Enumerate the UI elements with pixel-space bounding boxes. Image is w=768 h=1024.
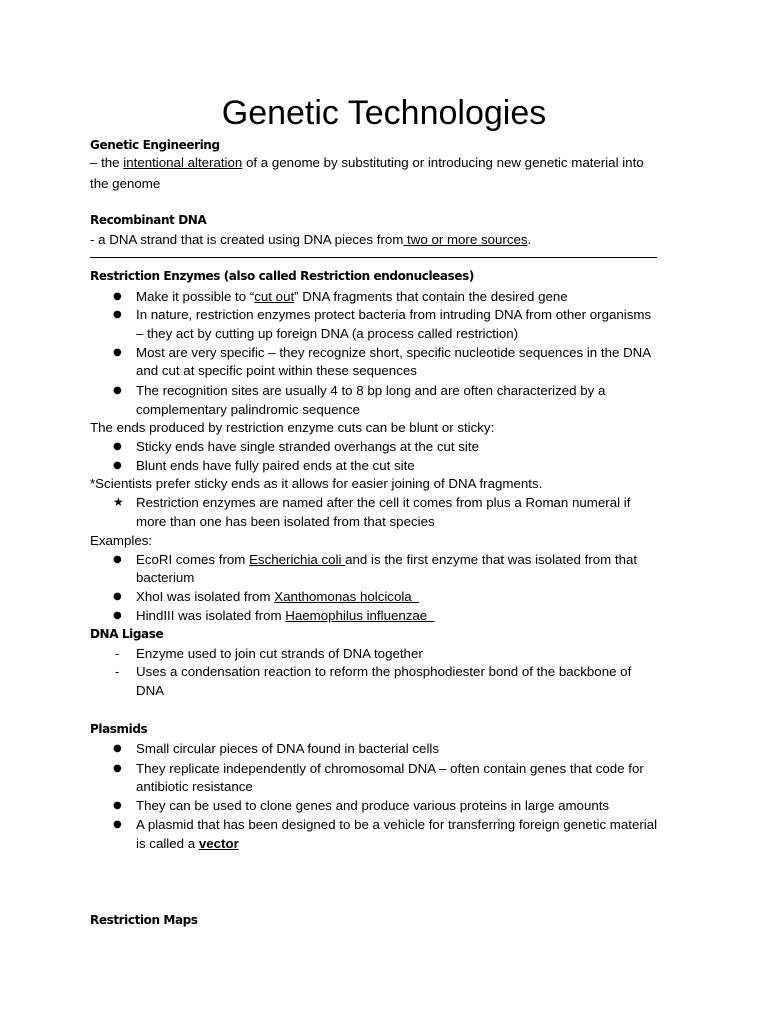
list-item-text [136,550,637,569]
bullet-icon: ● [113,800,122,811]
section-heading-dna-ligase: DNA Ligase [90,627,164,641]
list-item-text: The recognition sites are usually 4 to 8 bp long and are often characterized by a [136,383,606,398]
text: is called a [136,836,199,851]
recombinant-dna-definition [90,230,531,249]
list-item-text: Blunt ends have fully paired ends at the cut site [136,458,415,473]
list-item-text: They replicate independently of chromosomal DNA – often contain genes that code for [136,761,644,776]
bullet-icon: ● [113,385,122,396]
definition-end: . [527,232,532,247]
ends-intro: The ends produced by restriction enzyme cuts can be blunt or sticky: [90,420,495,435]
underlined-term: Xanthomonas holcicola [274,589,420,604]
list-item-text: Small circular pieces of DNA found in bacterial cells [136,741,440,756]
list-item-text: – they act by cutting up foreign DNA (a process called restriction) [136,326,519,341]
section-heading-plasmids: Plasmids [90,722,148,736]
underlined-term: Haemophilus influenzae [285,608,435,623]
text: HindIII was isolated from [136,608,286,623]
examples-label: Examples: [90,533,153,548]
list-item-text: more than one has been isolated from that species [136,514,435,529]
bullet-icon: ● [113,763,122,774]
bullet-icon: ● [113,347,122,358]
list-item-text: bacterium [136,570,195,585]
genetic-engineering-definition-line-1 [90,153,644,172]
bullet-icon: ● [113,309,122,320]
definition-text: of a genome by substituting or introducing new genetic material into [242,155,644,170]
text: ” DNA fragments that contain the desired gene [294,289,568,304]
genetic-engineering-definition-line-2: the genome [90,176,161,191]
text: EcoRI comes from [136,552,250,567]
star-icon: ★ [113,495,124,509]
underlined-term: Escherichia coli [249,552,346,567]
list-item-text: Sticky ends have single stranded overhangs at the cut site [136,439,479,454]
text: Make it possible to “ [136,289,255,304]
scientist-note: *Scientists prefer sticky ends as it allows for easier joining of DNA fragments. [90,476,543,491]
list-item-text: DNA [136,683,165,698]
list-item-text: In nature, restriction enzymes protect bacteria from intruding DNA from other organisms [136,307,652,322]
list-item-text [136,587,419,606]
bullet-icon: ● [113,554,122,565]
bullet-icon: ● [113,291,122,302]
text: XhoI was isolated from [136,589,275,604]
section-heading-restriction-enzymes: Restriction Enzymes (also called Restriction endonucleases) [90,269,474,283]
dash-marker: - [115,646,120,661]
list-item-text [136,287,568,306]
horizontal-rule [90,257,657,258]
list-item-text: They can be used to clone genes and produce various proteins in large amounts [136,798,610,813]
list-item-text: A plasmid that has been designed to be a vehicle for transferring foreign genetic material [136,817,658,832]
bullet-icon: ● [113,591,122,602]
definition-prefix: – the [90,155,124,170]
underlined-term: intentional alteration [123,155,243,170]
list-item-text [136,834,239,853]
definition-text: - a DNA strand that is created using DNA pieces from [90,232,404,247]
list-item-text: Most are very specific – they recognize short, specific nucleotide sequences in the DNA [136,345,652,360]
section-heading-genetic-engineering: Genetic Engineering [90,138,220,152]
text: and is the first enzyme that was isolated from that [345,552,638,567]
bullet-icon: ● [113,819,122,830]
section-heading-restriction-maps: Restriction Maps [90,913,198,927]
list-item-text: Uses a condensation reaction to reform the phosphodiester bond of the backbone of [136,664,632,679]
underlined-term: cut out [254,289,295,304]
bullet-icon: ● [113,460,122,471]
list-item-text: complementary palindromic sequence [136,402,360,417]
section-heading-recombinant-dna: Recombinant DNA [90,213,207,227]
dash-marker: - [115,664,120,679]
underlined-bold-term: vector [198,836,239,851]
list-item-text: Enzyme used to join cut strands of DNA together [136,646,423,661]
bullet-icon: ● [113,441,122,452]
bullet-icon: ● [113,610,122,621]
list-item-text [136,606,435,625]
bullet-icon: ● [113,743,122,754]
list-item-text: antibiotic resistance [136,779,253,794]
list-item-text: and cut at specific point within these sequences [136,363,417,378]
underlined-term: two or more sources [403,232,528,247]
page-title: Genetic Technologies [221,94,547,132]
list-item-text: Restriction enzymes are named after the cell it comes from plus a Roman numeral if [136,495,631,510]
